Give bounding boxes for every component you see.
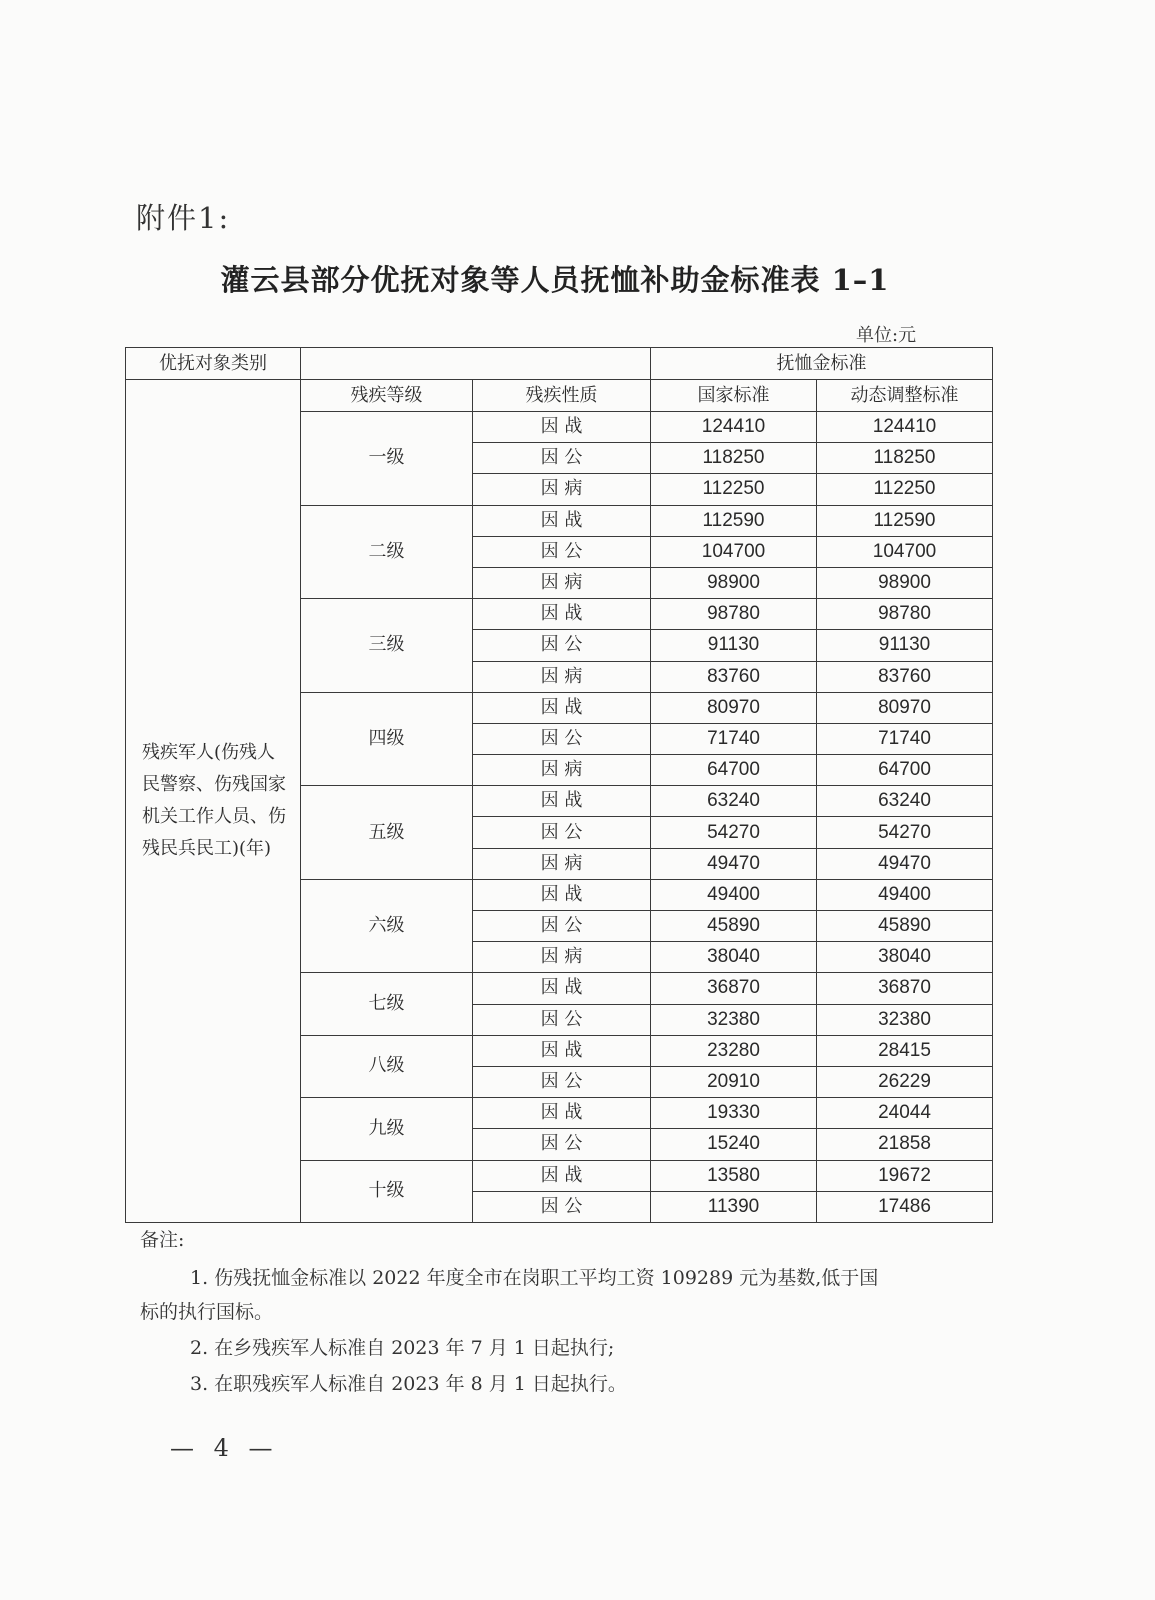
national-standard-cell: 118250 xyxy=(651,443,817,474)
grade-cell: 六级 xyxy=(301,879,473,973)
national-standard-cell: 112590 xyxy=(651,505,817,536)
nature-cell: 因 战 xyxy=(473,692,651,723)
category-cell: 残疾军人(伤残人民警察、伤残国家机关工作人员、伤残民兵民工)(年) xyxy=(126,380,301,1223)
national-standard-cell: 63240 xyxy=(651,786,817,817)
national-standard-cell: 80970 xyxy=(651,692,817,723)
header-standard: 抚恤金标准 xyxy=(651,348,993,380)
national-standard-cell: 20910 xyxy=(651,1066,817,1097)
dynamic-standard-cell: 83760 xyxy=(817,661,993,692)
dynamic-standard-cell: 98780 xyxy=(817,599,993,630)
note-item-2: 2. 在乡残疾军人标准自 2023 年 7 月 1 日起执行; xyxy=(190,1337,615,1359)
col-national: 国家标准 xyxy=(651,380,817,412)
note-item-1-cont: 标的执行国标。 xyxy=(140,1301,274,1323)
national-standard-cell: 91130 xyxy=(651,630,817,661)
dynamic-standard-cell: 104700 xyxy=(817,536,993,567)
national-standard-cell: 49400 xyxy=(651,879,817,910)
nature-cell: 因 病 xyxy=(473,848,651,879)
dynamic-standard-cell: 38040 xyxy=(817,942,993,973)
grade-cell: 十级 xyxy=(301,1160,473,1222)
nature-cell: 因 病 xyxy=(473,942,651,973)
col-grade: 残疾等级 xyxy=(301,380,473,412)
national-standard-cell: 15240 xyxy=(651,1129,817,1160)
dynamic-standard-cell: 112250 xyxy=(817,474,993,505)
national-standard-cell: 38040 xyxy=(651,942,817,973)
nature-cell: 因 病 xyxy=(473,661,651,692)
grade-cell: 三级 xyxy=(301,599,473,693)
nature-cell: 因 战 xyxy=(473,973,651,1004)
grade-cell: 一级 xyxy=(301,412,473,506)
nature-cell: 因 战 xyxy=(473,786,651,817)
national-standard-cell: 13580 xyxy=(651,1160,817,1191)
notes-label: 备注: xyxy=(140,1229,185,1251)
national-standard-cell: 98780 xyxy=(651,599,817,630)
col-dynamic: 动态调整标准 xyxy=(817,380,993,412)
nature-cell: 因 公 xyxy=(473,911,651,942)
nature-cell: 因 公 xyxy=(473,1004,651,1035)
nature-cell: 因 公 xyxy=(473,1191,651,1222)
page-number: — 4 — xyxy=(170,1434,279,1462)
col-nature: 残疾性质 xyxy=(473,380,651,412)
nature-cell: 因 公 xyxy=(473,536,651,567)
nature-cell: 因 公 xyxy=(473,1066,651,1097)
dynamic-standard-cell: 24044 xyxy=(817,1098,993,1129)
dynamic-standard-cell: 28415 xyxy=(817,1035,993,1066)
nature-cell: 因 战 xyxy=(473,879,651,910)
dynamic-standard-cell: 112590 xyxy=(817,505,993,536)
national-standard-cell: 83760 xyxy=(651,661,817,692)
note-item-3: 3. 在职残疾军人标准自 2023 年 8 月 1 日起执行。 xyxy=(190,1373,627,1395)
nature-cell: 因 病 xyxy=(473,474,651,505)
dynamic-standard-cell: 80970 xyxy=(817,692,993,723)
nature-cell: 因 战 xyxy=(473,1098,651,1129)
national-standard-cell: 23280 xyxy=(651,1035,817,1066)
dynamic-standard-cell: 71740 xyxy=(817,723,993,754)
national-standard-cell: 98900 xyxy=(651,567,817,598)
nature-cell: 因 病 xyxy=(473,567,651,598)
national-standard-cell: 49470 xyxy=(651,848,817,879)
dynamic-standard-cell: 98900 xyxy=(817,567,993,598)
national-standard-cell: 112250 xyxy=(651,474,817,505)
header-category: 优抚对象类别 xyxy=(126,348,301,380)
dynamic-standard-cell: 63240 xyxy=(817,786,993,817)
allowance-standard-table xyxy=(125,347,993,1223)
grade-cell: 八级 xyxy=(301,1035,473,1097)
nature-cell: 因 公 xyxy=(473,817,651,848)
grade-cell: 九级 xyxy=(301,1098,473,1160)
nature-cell: 因 公 xyxy=(473,1129,651,1160)
dynamic-standard-cell: 17486 xyxy=(817,1191,993,1222)
dynamic-standard-cell: 26229 xyxy=(817,1066,993,1097)
nature-cell: 因 战 xyxy=(473,412,651,443)
nature-cell: 因 战 xyxy=(473,1035,651,1066)
nature-cell: 因 战 xyxy=(473,1160,651,1191)
nature-cell: 因 战 xyxy=(473,599,651,630)
national-standard-cell: 71740 xyxy=(651,723,817,754)
dynamic-standard-cell: 21858 xyxy=(817,1129,993,1160)
dynamic-standard-cell: 49470 xyxy=(817,848,993,879)
nature-cell: 因 公 xyxy=(473,630,651,661)
grade-cell: 七级 xyxy=(301,973,473,1035)
dynamic-standard-cell: 49400 xyxy=(817,879,993,910)
national-standard-cell: 64700 xyxy=(651,755,817,786)
dynamic-standard-cell: 45890 xyxy=(817,911,993,942)
unit-label: 单位:元 xyxy=(856,325,917,346)
nature-cell: 因 公 xyxy=(473,443,651,474)
nature-cell: 因 战 xyxy=(473,505,651,536)
dynamic-standard-cell: 118250 xyxy=(817,443,993,474)
dynamic-standard-cell: 54270 xyxy=(817,817,993,848)
grade-cell: 五级 xyxy=(301,786,473,880)
grade-cell: 二级 xyxy=(301,505,473,599)
national-standard-cell: 104700 xyxy=(651,536,817,567)
nature-cell: 因 公 xyxy=(473,723,651,754)
national-standard-cell: 54270 xyxy=(651,817,817,848)
attachment-label: 附件1: xyxy=(136,201,231,235)
national-standard-cell: 32380 xyxy=(651,1004,817,1035)
national-standard-cell: 19330 xyxy=(651,1098,817,1129)
dynamic-standard-cell: 124410 xyxy=(817,412,993,443)
national-standard-cell: 45890 xyxy=(651,911,817,942)
dynamic-standard-cell: 91130 xyxy=(817,630,993,661)
dynamic-standard-cell: 64700 xyxy=(817,755,993,786)
national-standard-cell: 36870 xyxy=(651,973,817,1004)
dynamic-standard-cell: 36870 xyxy=(817,973,993,1004)
header-blank xyxy=(301,348,651,380)
grade-cell: 四级 xyxy=(301,692,473,786)
nature-cell: 因 病 xyxy=(473,755,651,786)
national-standard-cell: 124410 xyxy=(651,412,817,443)
note-item-1: 1. 伤残抚恤金标准以 2022 年度全市在岗职工平均工资 109289 元为基数,低于国 xyxy=(190,1267,879,1289)
national-standard-cell: 11390 xyxy=(651,1191,817,1222)
dynamic-standard-cell: 32380 xyxy=(817,1004,993,1035)
dynamic-standard-cell: 19672 xyxy=(817,1160,993,1191)
document-title: 灌云县部分优抚对象等人员抚恤补助金标准表 1–1 xyxy=(220,263,890,297)
